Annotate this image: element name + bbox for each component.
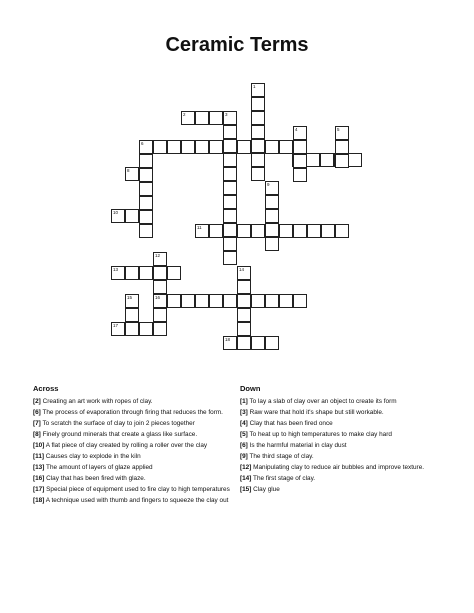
crossword-cell[interactable] [195, 224, 209, 238]
crossword-cell[interactable] [139, 322, 153, 336]
clue-number: [6] [33, 409, 41, 416]
clue-number: [8] [33, 431, 41, 438]
across-clue-list [33, 398, 233, 508]
down-clue [240, 464, 445, 472]
cell-number: 9 [267, 182, 270, 187]
crossword-cell[interactable] [209, 224, 223, 238]
crossword-cell[interactable] [223, 167, 237, 181]
clue-number: [4] [240, 420, 248, 427]
crossword-cell[interactable] [251, 83, 265, 97]
crossword-cell[interactable] [223, 209, 237, 223]
crossword-cell[interactable] [209, 140, 223, 154]
clue-number: [15] [240, 486, 252, 493]
crossword-cell[interactable] [335, 140, 349, 154]
crossword-cell[interactable] [167, 266, 181, 280]
crossword-cell[interactable] [153, 140, 167, 154]
crossword-cell[interactable] [209, 294, 223, 308]
crossword-cell[interactable] [139, 210, 153, 224]
crossword-cell[interactable] [279, 140, 293, 154]
crossword-cell[interactable] [223, 336, 237, 350]
across-clue [33, 442, 233, 450]
crossword-cell[interactable] [125, 167, 139, 181]
clue-text: To heat up to high temperatures to make clay hard [247, 431, 392, 438]
crossword-cell[interactable] [139, 168, 153, 182]
crossword-cell[interactable] [125, 209, 139, 223]
crossword-cell[interactable] [321, 224, 335, 238]
crossword-cell[interactable] [348, 153, 362, 167]
clue-text: Finely ground minerals that create a glass like surface. [40, 431, 198, 438]
across-clue [33, 497, 233, 505]
crossword-cell[interactable] [293, 126, 307, 140]
cell-number: 6 [141, 141, 144, 146]
clue-number: [10] [33, 442, 45, 449]
clue-number: [9] [240, 453, 248, 460]
crossword-cell[interactable] [139, 224, 153, 238]
crossword-cell[interactable] [223, 139, 237, 153]
clue-text: The amount of layers of glaze applied [44, 464, 153, 471]
clue-number: [13] [33, 464, 45, 471]
clue-number: [6] [240, 442, 248, 449]
crossword-cell[interactable] [335, 126, 349, 140]
clue-text: A technique used with thumb and fingers to squeeze the clay out [44, 497, 229, 504]
crossword-cell[interactable] [265, 195, 279, 209]
crossword-cell[interactable] [265, 209, 279, 223]
clue-text: Causes clay to explode in the kiln [44, 453, 141, 460]
down-clue [240, 431, 445, 439]
crossword-cell[interactable] [167, 140, 181, 154]
crossword-cell[interactable] [265, 237, 279, 251]
crossword-cell[interactable] [237, 336, 251, 350]
clue-text: Manipulating clay to reduce air bubbles and improve texture. [251, 464, 425, 471]
crossword-cell[interactable] [223, 251, 237, 265]
crossword-cell[interactable] [293, 140, 307, 154]
crossword-cell[interactable] [293, 224, 307, 238]
crossword-cell[interactable] [139, 266, 153, 280]
crossword-cell[interactable] [125, 322, 139, 336]
crossword-cell[interactable] [293, 154, 307, 168]
across-clue [33, 464, 233, 472]
clue-text: Clay glue [251, 486, 280, 493]
crossword-cell[interactable] [139, 140, 153, 154]
crossword-cell[interactable] [251, 111, 265, 125]
clue-text: To scratch the surface of clay to join 2 pieces together [40, 420, 195, 427]
cell-number: 2 [183, 112, 186, 117]
crossword-cell[interactable] [181, 140, 195, 154]
across-clue [33, 409, 233, 417]
crossword-cell[interactable] [125, 294, 139, 308]
clue-text: A flat piece of clay created by rolling a roller over the clay [44, 442, 208, 449]
cell-number: 13 [113, 267, 119, 272]
across-clue [33, 475, 233, 483]
crossword-cell[interactable] [251, 224, 265, 238]
crossword-cell[interactable] [237, 294, 251, 308]
cell-number: 17 [113, 323, 119, 328]
clue-text: The third stage of clay. [247, 453, 314, 460]
clue-number: [2] [33, 398, 41, 405]
clue-text: Clay that has been fired with glaze. [44, 475, 146, 482]
crossword-cell[interactable] [335, 154, 349, 168]
crossword-cell[interactable] [111, 322, 125, 336]
crossword-cell[interactable] [251, 97, 265, 111]
clue-number: [17] [33, 486, 45, 493]
down-clue [240, 453, 445, 461]
clue-text: The process of evaporation through firing that reduces the form. [40, 409, 223, 416]
clue-number: [7] [33, 420, 41, 427]
cell-number: 3 [225, 112, 228, 117]
crossword-cell[interactable] [153, 322, 167, 336]
clue-number: [14] [240, 475, 252, 482]
crossword-cell[interactable] [237, 308, 251, 322]
crossword-cell[interactable] [223, 181, 237, 195]
cell-number: 16 [155, 295, 161, 300]
crossword-cell[interactable] [307, 224, 321, 238]
crossword-cell[interactable] [153, 266, 167, 280]
crossword-cell[interactable] [181, 294, 195, 308]
clue-text: The first stage of clay. [251, 475, 316, 482]
across-clue [33, 453, 233, 461]
clue-text: Is the harmful material in clay dust [247, 442, 347, 449]
crossword-cell[interactable] [251, 294, 265, 308]
cell-number: 4 [295, 127, 298, 132]
across-clue [33, 398, 233, 406]
cell-number: 11 [197, 225, 202, 230]
clue-number: [16] [33, 475, 45, 482]
crossword-cell[interactable] [111, 266, 125, 280]
cell-number: 14 [239, 267, 245, 272]
clue-text: Special piece of equipment used to fire clay to high temperatures [44, 486, 230, 493]
cell-number: 1 [253, 84, 256, 89]
crossword-cell[interactable] [111, 209, 125, 223]
clue-number: [12] [240, 464, 252, 471]
crossword-cell[interactable] [125, 266, 139, 280]
crossword-cell[interactable] [265, 336, 279, 350]
crossword-cell[interactable] [265, 181, 279, 195]
crossword-cell[interactable] [195, 111, 209, 125]
crossword-cell[interactable] [139, 154, 153, 168]
crossword-cell[interactable] [153, 280, 167, 294]
cell-number: 10 [113, 210, 119, 215]
cell-number: 8 [127, 168, 130, 173]
crossword-cell[interactable] [293, 168, 307, 182]
crossword-cell[interactable] [237, 280, 251, 294]
down-clue [240, 486, 445, 494]
page-title: Ceramic Terms [165, 34, 309, 56]
clue-text: Clay that has been fired once [247, 420, 333, 427]
clue-text: Raw ware that hold it's shape but still workable. [247, 409, 384, 416]
down-clue [240, 442, 445, 450]
crossword-cell[interactable] [237, 322, 251, 336]
crossword-cell[interactable] [139, 182, 153, 196]
clue-number: [18] [33, 497, 45, 504]
crossword-cell[interactable] [125, 308, 139, 322]
crossword-cell[interactable] [335, 224, 349, 238]
crossword-cell[interactable] [237, 266, 251, 280]
crossword-cell[interactable] [153, 308, 167, 322]
crossword-cell[interactable] [195, 140, 209, 154]
crossword-cell[interactable] [279, 224, 293, 238]
down-clue-list [240, 398, 445, 497]
crossword-cell[interactable] [320, 153, 334, 167]
crossword-cell[interactable] [251, 167, 265, 181]
crossword-cell[interactable] [306, 153, 320, 167]
crossword-cell[interactable] [181, 111, 195, 125]
crossword-cell[interactable] [153, 252, 167, 266]
across-clue [33, 420, 233, 428]
down-clue [240, 475, 445, 483]
crossword-cell[interactable] [223, 223, 237, 237]
crossword-cell[interactable] [265, 223, 279, 237]
crossword-cell[interactable] [251, 139, 265, 153]
cell-number: 15 [127, 295, 133, 300]
crossword-cell[interactable] [237, 140, 251, 154]
crossword-cell[interactable] [223, 153, 237, 167]
down-heading: Down [240, 384, 261, 393]
crossword-cell[interactable] [265, 140, 279, 154]
crossword-cell[interactable] [293, 294, 307, 308]
crossword-cell[interactable] [251, 125, 265, 139]
crossword-cell[interactable] [223, 195, 237, 209]
across-clue [33, 486, 233, 494]
crossword-cell[interactable] [223, 111, 237, 125]
clue-text: To lay a slab of clay over an object to create its form [247, 398, 397, 405]
down-clue [240, 409, 445, 417]
cell-number: 18 [225, 337, 231, 342]
across-clue [33, 431, 233, 439]
across-heading: Across [33, 384, 59, 393]
cell-number: 5 [337, 127, 340, 132]
crossword-cell[interactable] [223, 125, 237, 139]
clue-number: [3] [240, 409, 248, 416]
clue-text: Creating an art work with ropes of clay. [40, 398, 153, 405]
crossword-cell[interactable] [167, 294, 181, 308]
crossword-cell[interactable] [265, 294, 279, 308]
down-clue [240, 398, 445, 406]
crossword-cell[interactable] [251, 153, 265, 167]
clue-number: [1] [240, 398, 248, 405]
crossword-cell[interactable] [279, 294, 293, 308]
crossword-cell[interactable] [153, 294, 167, 308]
crossword-cell[interactable] [223, 237, 237, 251]
crossword-cell[interactable] [223, 294, 237, 308]
clue-number: [5] [240, 431, 248, 438]
down-clue [240, 420, 445, 428]
cell-number: 12 [155, 253, 161, 258]
clue-number: [11] [33, 453, 45, 460]
crossword-cell[interactable] [209, 111, 223, 125]
crossword-cell[interactable] [251, 336, 265, 350]
crossword-cell[interactable] [195, 294, 209, 308]
crossword-cell[interactable] [237, 224, 251, 238]
crossword-cell[interactable] [139, 196, 153, 210]
